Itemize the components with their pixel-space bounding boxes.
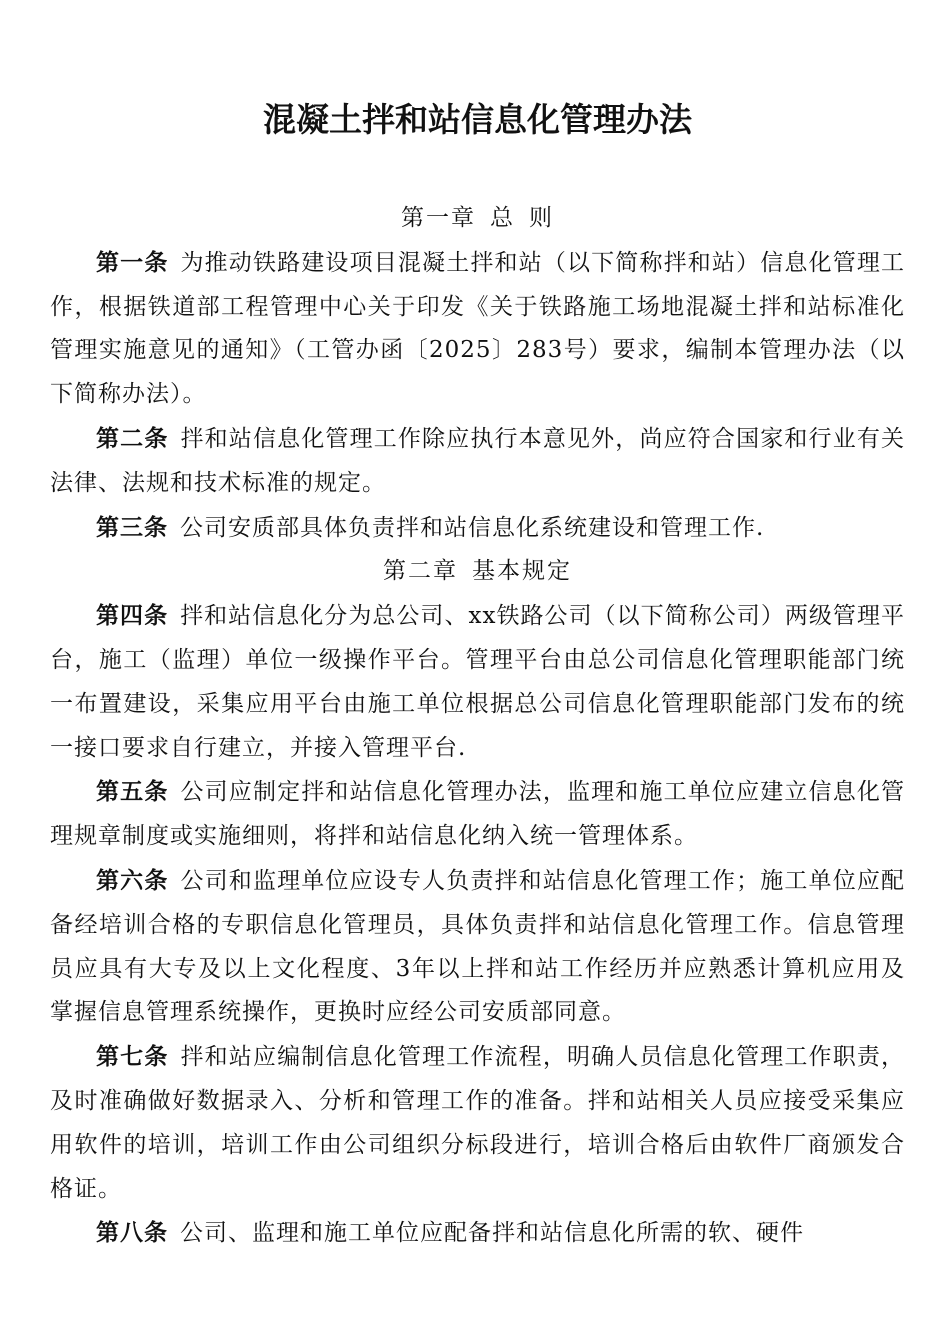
article-number: 第七条 [96, 1043, 169, 1071]
article-1 [50, 241, 905, 417]
article-text: 拌和站信息化分为总公司、xx铁路公司（以下简称公司）两级管理平台，施工（监理）单位一级操作平台。管理平台由总公司信息化管理职能部门统一布置建设，采集应用平台由施工单位根据总公司信息化管理职能部门发布的统一接口要求自行建立，并接入管理平台. [50, 603, 906, 761]
document-body [50, 197, 905, 1256]
chapter-heading-2: 第二章 基本规定 [383, 558, 572, 585]
article-number: 第三条 [96, 513, 168, 541]
article-text: 拌和站应编制信息化管理工作流程，明确人员信息化管理工作职责，及时准确做好数据录入、分析和管理工作的准备。拌和站相关人员应接受采集应用软件的培训，培训工作由公司组织分标段进行，培训合格后由软件厂商颁发合格证。 [50, 1044, 905, 1202]
article-2 [50, 417, 905, 506]
article-text: 公司安质部具体负责拌和站信息化系统建设和管理工作. [180, 514, 765, 541]
article-text: 公司、监理和施工单位应配备拌和站信息化所需的软、硬件 [180, 1220, 804, 1247]
article-number: 第一条 [96, 248, 169, 276]
article-4 [50, 594, 905, 770]
article-8 [50, 1211, 905, 1256]
document-title: 混凝土拌和站信息化管理办法 [263, 100, 692, 139]
article-text: 公司应制定拌和站信息化管理办法，监理和施工单位应建立信息化管理规章制度或实施细则，将拌和站信息化纳入统一管理体系。 [50, 779, 905, 850]
article-3 [50, 506, 905, 551]
article-number: 第六条 [96, 866, 169, 894]
article-number: 第八条 [96, 1219, 168, 1247]
article-text: 拌和站信息化管理工作除应执行本意见外，尚应符合国家和行业有关法律、法规和技术标准的规定。 [50, 425, 905, 496]
chapter-heading-1: 第一章 总 则 [401, 205, 554, 231]
article-6 [50, 859, 905, 1035]
article-number: 第四条 [96, 602, 169, 630]
article-text: 为推动铁路建设项目混凝土拌和站（以下简称拌和站）信息化管理工作，根据铁道部工程管理中心关于印发《关于铁路施工场地混凝土拌和站标准化管理实施意见的通知》（工管办函〔2025〕283号）要求，编制本管理办法（以下简称办法）。 [50, 249, 905, 408]
article-number: 第五条 [96, 778, 169, 806]
article-7 [50, 1035, 905, 1211]
article-5 [50, 770, 905, 859]
article-text: 公司和监理单位应设专人负责拌和站信息化管理工作；施工单位应配备经培训合格的专职信息化管理员，具体负责拌和站信息化管理工作。信息管理员应具有大专及以上文化程度、3年以上拌和站工作经历并应熟悉计算机应用及掌握信息管理系统操作，更换时应经公司安质部同意。 [50, 867, 905, 1026]
article-number: 第二条 [96, 424, 169, 452]
